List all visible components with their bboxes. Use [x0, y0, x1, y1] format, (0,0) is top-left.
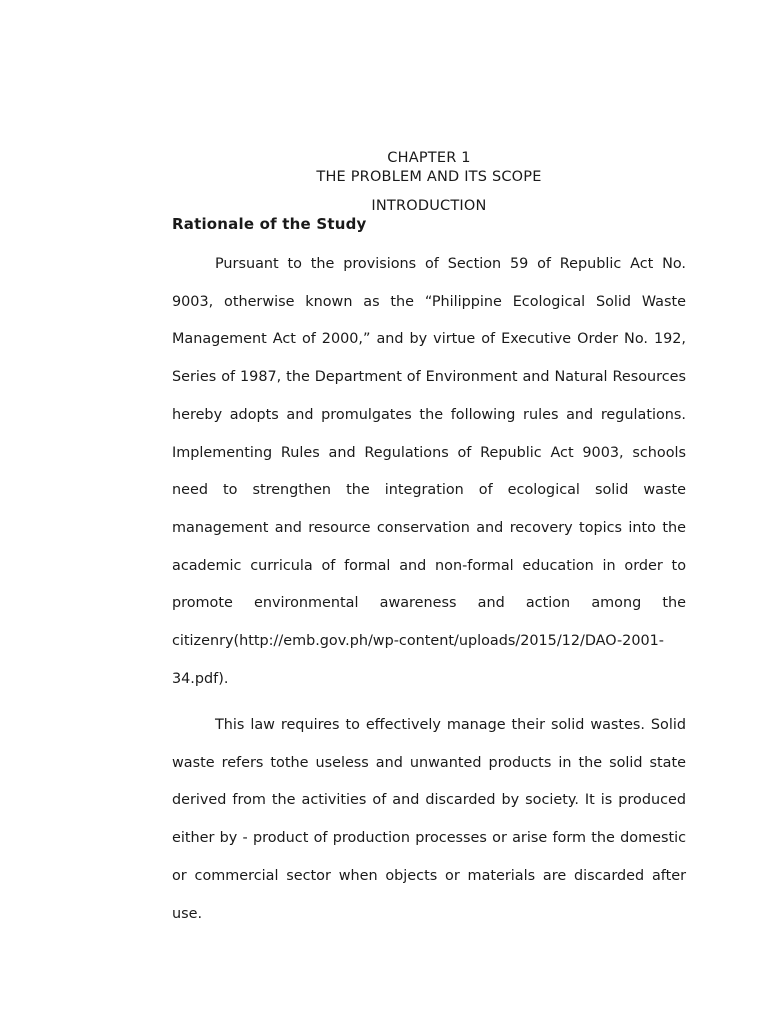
chapter-title: THE PROBLEM AND ITS SCOPE	[316, 169, 542, 185]
paragraph-rationale: Pursuant to the provisions of Section 59 of Republic Act No. 9003, otherwise known as the “Philippine Ecological Solid Waste Management Act of 2000,” and by virtue of Executive Order No. 192, Series of 1987, the Department of Environment and Natural Resources hereby adopts and promulgates the following rules and regulations. Implementing Rules and Regulations of Republic Act 9003, schools need to strengthen the integration of ecological solid waste management and resource conservation and recovery topics into the academic curricula of formal and non-formal education in order to promote environmental awareness and action among the citizenry(http://emb.gov.ph/wp-content/uploads/2015/12/DAO-2001-34.pdf).	[172, 256, 686, 687]
section-title: Rationale of the Study	[172, 215, 367, 233]
introduction-heading: INTRODUCTION	[371, 198, 487, 214]
paragraph-solid-waste: This law requires to effectively manage their solid wastes. Solid waste refers tothe useless and unwanted products in the solid state derived from the activities of and discarded by society. It is produced either by - product of production processes or arise form the domestic or commercial sector when objects or materials are discarded after use.	[172, 717, 686, 922]
chapter-heading: CHAPTER 1	[387, 150, 471, 166]
